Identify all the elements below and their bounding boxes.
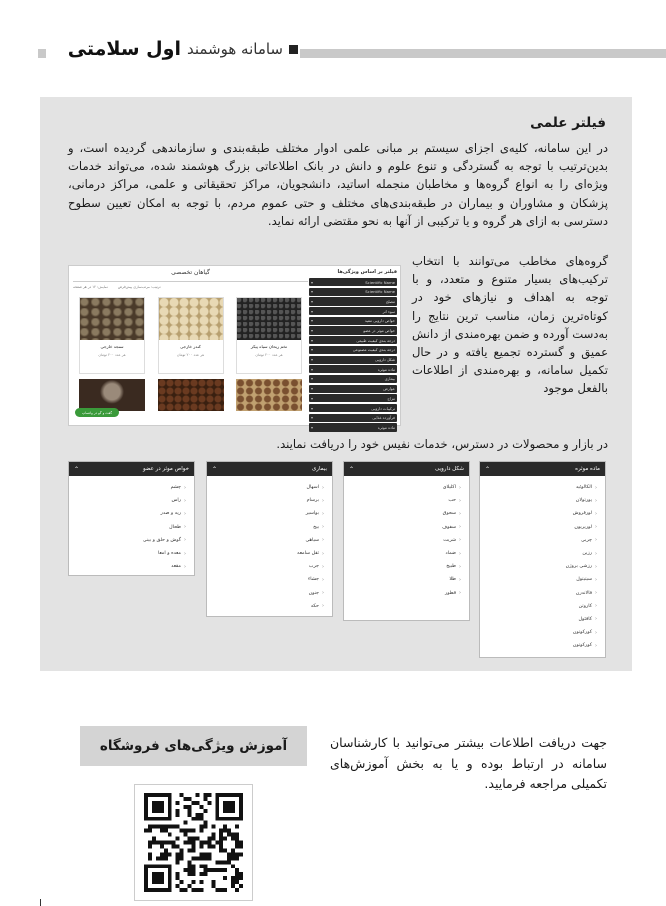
filter-box-organ-effect — [68, 461, 195, 576]
product-card[interactable] — [236, 297, 302, 374]
shop-filter-item-label: شکل دارویی — [375, 357, 395, 363]
product-price: هر عدد ۲۰۰ تومان — [255, 353, 283, 357]
filter-option[interactable]: ‹ راس — [69, 494, 186, 507]
chevron-up-icon[interactable]: ⌃ — [485, 465, 491, 473]
filter-box-list — [344, 476, 469, 600]
shop-filter-item-label: Scientific Name — [365, 279, 395, 285]
product-price: هر عدد ۲۰۰ تومان — [176, 353, 205, 357]
filter-box-list — [207, 476, 332, 613]
shop-filter-item[interactable] — [309, 375, 397, 383]
filter-option[interactable]: ‹ سفوف — [344, 521, 461, 534]
chevron-down-icon: ▾ — [311, 405, 314, 411]
shop-filter-item[interactable] — [309, 297, 397, 305]
filter-option[interactable]: ‹ مقعد — [69, 560, 186, 573]
chevron-down-icon: ▾ — [311, 376, 314, 382]
shop-filter-item-label: خواص دارویی مفید — [364, 318, 395, 324]
shop-filter-item-label: فرآورده غذایی — [372, 415, 395, 421]
filter-option[interactable]: ‹ کورکوتون — [480, 639, 597, 652]
filter-box-header[interactable] — [207, 462, 332, 476]
shop-filter-item-label: ترکیبات دارویی — [371, 405, 395, 411]
shop-filter-item[interactable] — [309, 288, 397, 296]
filter-option[interactable]: ‹ طلا — [344, 573, 461, 586]
shop-filter-item[interactable] — [309, 326, 397, 334]
chevron-down-icon: ▾ — [311, 337, 314, 343]
filter-option[interactable]: ‹ طحال — [69, 521, 186, 534]
filter-option[interactable]: ‹ قطور — [344, 587, 461, 600]
chevron-down-icon: ▾ — [311, 279, 314, 285]
shop-filter-item[interactable] — [309, 385, 397, 393]
chevron-down-icon: ▾ — [311, 318, 314, 324]
filter-option[interactable]: ‹ چربی — [480, 534, 597, 547]
filter-option[interactable]: ‹ بیخ — [207, 521, 324, 534]
shop-filter-item-label: درجه بندی کیفیت طبیعی — [356, 337, 395, 343]
filter-option[interactable]: ‹ حکه — [207, 600, 324, 613]
filter-option[interactable]: ‹ لورفروش — [480, 507, 597, 520]
chevron-down-icon: ▾ — [311, 298, 314, 304]
chevron-down-icon: ▾ — [311, 366, 314, 372]
shop-screenshot — [68, 265, 401, 430]
shop-filter-item[interactable] — [309, 336, 397, 344]
shop-filter-sidebar — [309, 269, 397, 433]
filter-option[interactable]: ‹ سیاهی — [207, 534, 324, 547]
filter-option[interactable]: ‹ کافئول — [480, 613, 597, 626]
shop-sort-select[interactable]: ترتیب: مرتب‌سازی پیش‌فرض — [117, 285, 161, 289]
filter-option[interactable]: ‹ کورکوتون — [480, 626, 597, 639]
header-rule-end — [38, 49, 46, 58]
filter-option[interactable]: ‹ طبیخ — [344, 560, 461, 573]
shop-filter-item-label: Scientific Name — [365, 289, 395, 295]
shop-sort-bar — [73, 285, 308, 297]
contact-paragraph: جهت دریافت اطلاعات بیشتر می‌توانید با کارشناسان سامانه در ارتباط بوده و یا به بخش آموزش‌های تکمیلی مراجعه فرمایید. — [330, 735, 607, 791]
shop-filter-item-label: خواص موثر در عضو — [363, 328, 395, 334]
filter-option[interactable]: ‹ چشم — [69, 481, 186, 494]
filter-option[interactable]: ‹ پورتولان — [480, 494, 597, 507]
shop-filter-item-label: ماده موثره — [377, 424, 395, 430]
product-image[interactable] — [79, 379, 145, 411]
filter-box-dosage-form — [343, 461, 470, 621]
shop-filter-item-label: درجه بندی کیفیت مصنوعی — [352, 347, 395, 353]
filter-option[interactable]: ‹ فالاندرن — [480, 587, 597, 600]
shop-filter-item[interactable] — [309, 365, 397, 373]
filter-option[interactable]: ‹ سیتیتول — [480, 573, 597, 586]
shop-page-title: گیاهان تخصصی — [171, 269, 210, 276]
filter-option[interactable]: ‹ کاروتن — [480, 600, 597, 613]
filter-option[interactable]: ‹ برسام — [207, 494, 324, 507]
chevron-down-icon: ▾ — [311, 357, 314, 363]
shop-filter-item[interactable] — [309, 278, 397, 286]
product-image — [237, 298, 301, 340]
chevron-up-icon[interactable]: ⌃ — [349, 465, 355, 473]
filter-option[interactable]: ‹ رزشی بروژن — [480, 560, 597, 573]
content-panel — [40, 97, 632, 671]
shop-product-row — [73, 297, 308, 374]
shop-count-select[interactable]: نمایش: ۱۲ در هر صفحه — [73, 285, 108, 289]
shop-tutorial-button[interactable]: آموزش ویژگی‌های فروشگاه — [80, 726, 307, 766]
product-name: کندر خارجی — [180, 344, 201, 349]
filter-option[interactable]: ‹ جرب — [207, 560, 324, 573]
divider — [73, 281, 308, 282]
filter-option[interactable]: ‹ معده و امعا — [69, 547, 186, 560]
shop-filter-item[interactable] — [309, 394, 397, 402]
product-name: تخم ریحان سیاه پیکر — [250, 344, 288, 349]
shop-filter-item[interactable] — [309, 356, 397, 364]
filter-box-disease — [206, 461, 333, 617]
shop-filter-item-label: مزاج — [387, 395, 395, 401]
filter-box-list — [480, 476, 605, 652]
filter-option[interactable]: ‹ جنون — [207, 587, 324, 600]
product-price: هر عدد ۲۰۰ تومان — [98, 353, 126, 357]
shop-filter-title: فیلتر بر اساس ویژگی‌ها — [337, 269, 397, 275]
filter-box-title: بیماری — [311, 466, 327, 472]
shop-filter-item[interactable] — [309, 346, 397, 354]
filter-box-title: شکل دارویی — [435, 466, 464, 472]
chevron-up-icon[interactable]: ⌃ — [74, 465, 80, 473]
chevron-up-icon[interactable]: ⌃ — [212, 465, 218, 473]
chevron-down-icon: ▾ — [311, 347, 314, 353]
filter-option[interactable]: ‹ ثقل سامعه — [207, 547, 324, 560]
shop-main — [73, 269, 308, 424]
bullet-square-icon — [289, 45, 298, 54]
header-brand: اول سلامتی — [67, 38, 181, 60]
filter-option[interactable]: ‹ بواسیر — [207, 507, 324, 520]
shop-filter-item[interactable] — [309, 307, 397, 315]
shop-filter-item[interactable] — [309, 317, 397, 325]
filter-option[interactable]: ‹ الکالوئید — [480, 481, 597, 494]
filter-option[interactable]: ‹ جشاء — [207, 573, 324, 586]
header-rule — [300, 49, 666, 58]
page-header — [0, 38, 666, 70]
product-card[interactable] — [158, 297, 224, 374]
chevron-down-icon: ▾ — [311, 395, 314, 401]
product-name: سنجد خارجی — [100, 344, 124, 349]
shop-filter-item-label: بیماری — [384, 376, 395, 382]
chevron-down-icon: ▾ — [311, 386, 314, 392]
filter-option[interactable]: ‹ لوریریون — [480, 521, 597, 534]
shop-filter-item[interactable] — [309, 414, 397, 422]
section-last-line: در بازار و محصولات در دسترس، خدمات نفیس خود را دریافت نمایند. — [276, 437, 608, 451]
header-subtitle: سامانه هوشمند — [186, 40, 283, 58]
filter-option[interactable]: ‹ اکلیلای — [344, 481, 461, 494]
shop-filter-item[interactable] — [309, 404, 397, 412]
chevron-down-icon: ▾ — [311, 415, 314, 421]
filter-box-header[interactable] — [480, 462, 605, 476]
filter-option[interactable]: ‹ گوش و حلق و بینی — [69, 534, 186, 547]
filter-box-header[interactable] — [69, 462, 194, 476]
filter-box-list — [69, 476, 194, 573]
section-side-paragraph: گروه‌های مخاطب می‌توانند با انتخاب ترکیب‌های بسیار متنوع و متعدد، و با توجه به اهداف و نیازهای خود در کوتاه‌ترین زمان، مناسب ترین نتایج را به‌دست آورده و ضمن بهره‌مندی از دانش عمیق و گسترده تجمیع یافته و در حال تکمیل سامانه، و بهره‌مندی از اطلاعات بالفعل موجود — [412, 254, 608, 396]
filter-box-active-ingredient — [479, 461, 606, 658]
product-image[interactable] — [158, 379, 224, 411]
shop-filter-list — [309, 278, 397, 432]
header-title — [48, 38, 298, 60]
shop-filter-item-label: ماده موثره — [377, 366, 395, 372]
filter-option[interactable]: ‹ ریه و صدر — [69, 507, 186, 520]
filter-option[interactable]: ‹ ضماد — [344, 547, 461, 560]
shop-filter-item-label: مصلح — [385, 298, 395, 304]
chevron-down-icon: ▾ — [311, 308, 314, 314]
filter-box-title: خواص موثر در عضو — [142, 466, 189, 472]
shop-filter-item-label: سوء اثر — [382, 308, 395, 314]
chevron-down-icon: ▾ — [311, 424, 314, 430]
chevron-down-icon: ▾ — [311, 328, 314, 334]
product-image — [80, 298, 144, 340]
filter-option[interactable]: ‹ شربت — [344, 534, 461, 547]
section-title: فیلتر علمی — [530, 115, 606, 131]
filter-box-header[interactable] — [344, 462, 469, 476]
filter-option[interactable]: ‹ رزین — [480, 547, 597, 560]
filter-box-title: ماده موثره — [575, 466, 600, 472]
product-image — [159, 298, 223, 340]
filter-option[interactable]: ‹ سحوق — [344, 507, 461, 520]
filter-option[interactable]: ‹ حب — [344, 494, 461, 507]
product-image[interactable] — [236, 379, 302, 411]
page-mark — [40, 899, 41, 906]
filter-option[interactable]: ‹ اسهال — [207, 481, 324, 494]
shop-filter-item[interactable] — [309, 423, 397, 431]
shop-product-row — [73, 379, 308, 411]
chevron-down-icon: ▾ — [311, 289, 314, 295]
product-card[interactable] — [79, 297, 145, 374]
shop-filter-item-label: عوارض — [383, 386, 395, 392]
section-paragraph: در این سامانه، کلیه‌ی اجزای سیستم بر مبانی علمی ادوار مختلف طبقه‌بندی و سازماندهی گردیده است، و بدین‌ترتیب با توجه به گستردگی و تنوع علوم و دانش در بانک اطلاعاتی بزرگ هوشمند شده، می‌تواند خدمات ویژه‌ای را به انواع گروه‌ها و مخاطبان منجمله اساتید، دانشجویان، مراکز تحقیقاتی و علمی، مراکز درمانی، پزشکان و مشاوران و بیماران در طبقه‌بندی‌های مختلف و حتی عموم مردم، با توجه به امکان تعیین سطوح دسترسی به ازای هر گروه و یا ترکیبی از آنها به نحو مقتضی ارائه نماید. — [68, 141, 608, 228]
whatsapp-button[interactable]: گفت و گو در واتساپ — [75, 408, 119, 417]
qr-code-icon[interactable] — [134, 784, 253, 901]
